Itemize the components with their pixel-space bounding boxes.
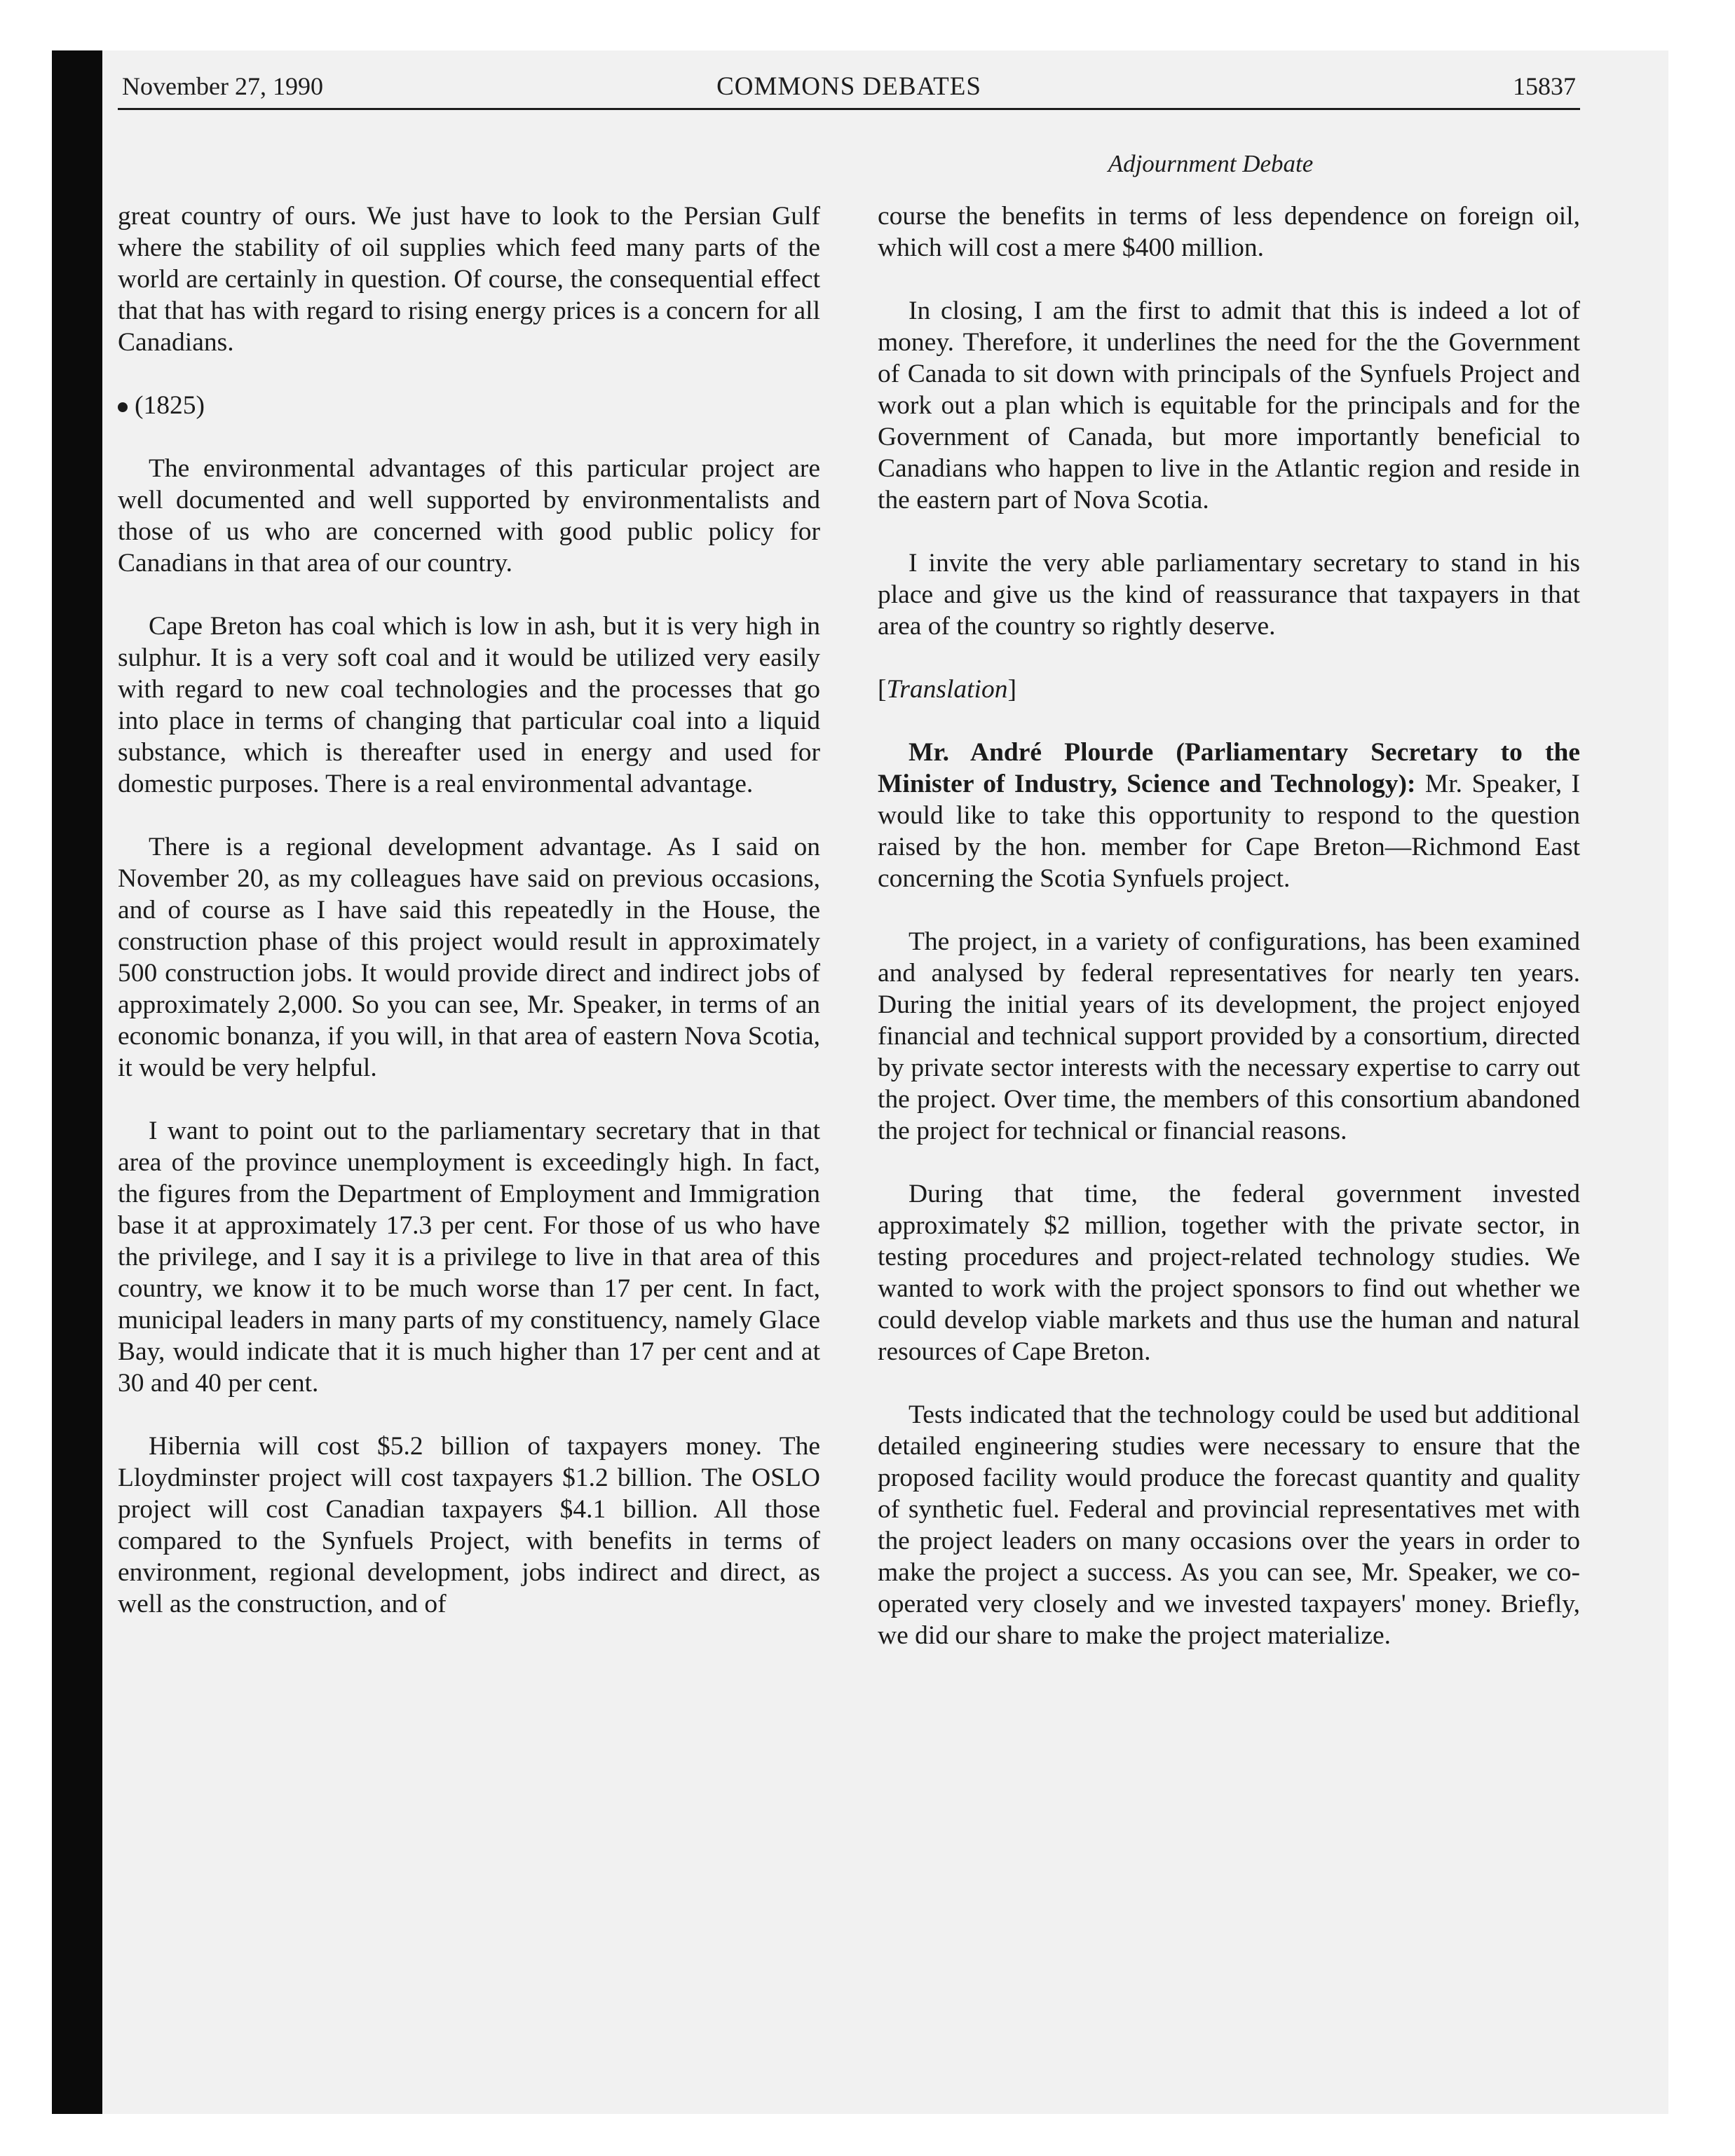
time-marker-text: (1825) (135, 391, 205, 420)
header-publication: COMMONS DEBATES (716, 72, 981, 101)
header-date: November 27, 1990 (122, 72, 323, 100)
left-paragraph-3: Cape Breton has coal which is low in ash, but it is very high in sulphur. It is a very soft coal and it would be utilized very easily with regard to new coal technologies and the processes that go into place in terms of changing that particular coal into a liquid substance, which is thereafter used in energy and used for domestic purposes. There is a real environmental advantage. (118, 612, 820, 798)
header-page-number: 15837 (1513, 72, 1576, 100)
left-paragraph-2: The environmental advantages of this particular project are well documented and well supported by environmentalists and those of us who are concerned with good public policy for Canadians in that area of our country. (118, 454, 820, 578)
right-paragraph-6: During that time, the federal government invested approximately $2 million, together with the private sector, in testing procedures and project-related technology studies. We wanted to work with the project sponsors to find out whether we could develop viable markets and thus use the human and natural resources of Cape Breton. (878, 1180, 1580, 1366)
time-marker (118, 390, 820, 421)
speaker-name: Mr. André Plourde (Parliamentary Secretary to the Minister of Industry, Science and Technology): (878, 738, 1580, 798)
right-paragraph-5: The project, in a variety of configurations, has been examined and analysed by federal representatives for nearly ten years. During the initial years of its development, the project enjoyed financial and technical support provided by a consortium, directed by private sector interests with the necessary expertise to carry out the project. Over time, the members of this consortium abandoned the project for technical or financial reasons. (878, 927, 1580, 1145)
bullet-icon (118, 402, 128, 412)
right-paragraph-4 (878, 737, 1580, 894)
right-paragraph-2: In closing, I am the first to admit that this is indeed a lot of money. Therefore, it underlines the need for the the Government of Canada to sit down with principals of the Synfuels Project and work out a plan which is equitable for the principals and for the Government of Canada, but more importantly beneficial to Canadians who happen to live in the Atlantic region and reside in the eastern part of Nova Scotia. (878, 296, 1580, 514)
running-head: Adjournment Debate (1108, 150, 1314, 177)
left-paragraph-5: I want to point out to the parliamentary secretary that in that area of the province unemployment is exceedingly high. In fact, the figures from the Department of Employment and Immigration base it at approximately 17.3 per cent. For those of us who have the privilege, and I say it is a privilege to live in that area of this country, we know it to be much worse than 17 per cent. In fact, municipal leaders in many parts of my constituency, namely Glace Bay, would indicate that it is much higher than 17 per cent and at 30 and 40 per cent. (118, 1117, 820, 1398)
left-paragraph-4: There is a regional development advantage. As I said on November 20, as my colleagues have said on previous occasions, and of course as I have said this repeatedly in the House, the construction phase of this project would result in approximately 500 construction jobs. It would provide direct and indirect jobs of approximately 2,000. So you can see, Mr. Speaker, in terms of an economic bonanza, if you will, in that area of eastern Nova Scotia, it would be very helpful. (118, 833, 820, 1082)
right-paragraph-1: course the benefits in terms of less dependence on foreign oil, which will cost a mere $400 million. (878, 202, 1580, 262)
left-paragraph-1: great country of ours. We just have to look to the Persian Gulf where the stability of oil supplies which feed many parts of the world are certainly in question. Of course, the consequential effect that that has with regard to rising energy prices is a concern for all Canadians. (118, 202, 820, 357)
right-paragraph-3: I invite the very able parliamentary secretary to stand in his place and give us the kind of reassurance that taxpayers in that area of the country so rightly deserve. (878, 549, 1580, 641)
left-paragraph-6: Hibernia will cost $5.2 billion of taxpayers money. The Lloydminster project will cost taxpayers $1.2 billion. The OSLO project will cost Canadian taxpayers $4.1 billion. All those compared to the Synfuels Project, with benefits in terms of environment, regional development, jobs indirect and direct, as well as the construction, and of (118, 1432, 820, 1618)
speaker-remarks: Mr. Speaker, I would like to take this opportunity to respond to the question raised by the hon. member for Cape Breton—Richmond East concerning the Scotia Synfuels project. (878, 770, 1581, 893)
page-header (118, 67, 1580, 110)
binding-edge (52, 50, 102, 2114)
translation-label-text: Translation (886, 675, 1008, 704)
left-column (118, 200, 820, 1651)
translation-label: [Translation] (878, 675, 1016, 704)
right-column (878, 200, 1580, 1683)
right-paragraph-7: Tests indicated that the technology could be used but additional detailed engineering studies were necessary to ensure that the proposed facility would produce the forecast quantity and quality of synthetic fuel. Federal and provincial representatives met with the project leaders on many occasions over the years in order to make the project a success. As you can see, Mr. Speaker, we co-operated very closely and we invested taxpayers' money. Briefly, we did our share to make the project materialize. (878, 1400, 1580, 1650)
